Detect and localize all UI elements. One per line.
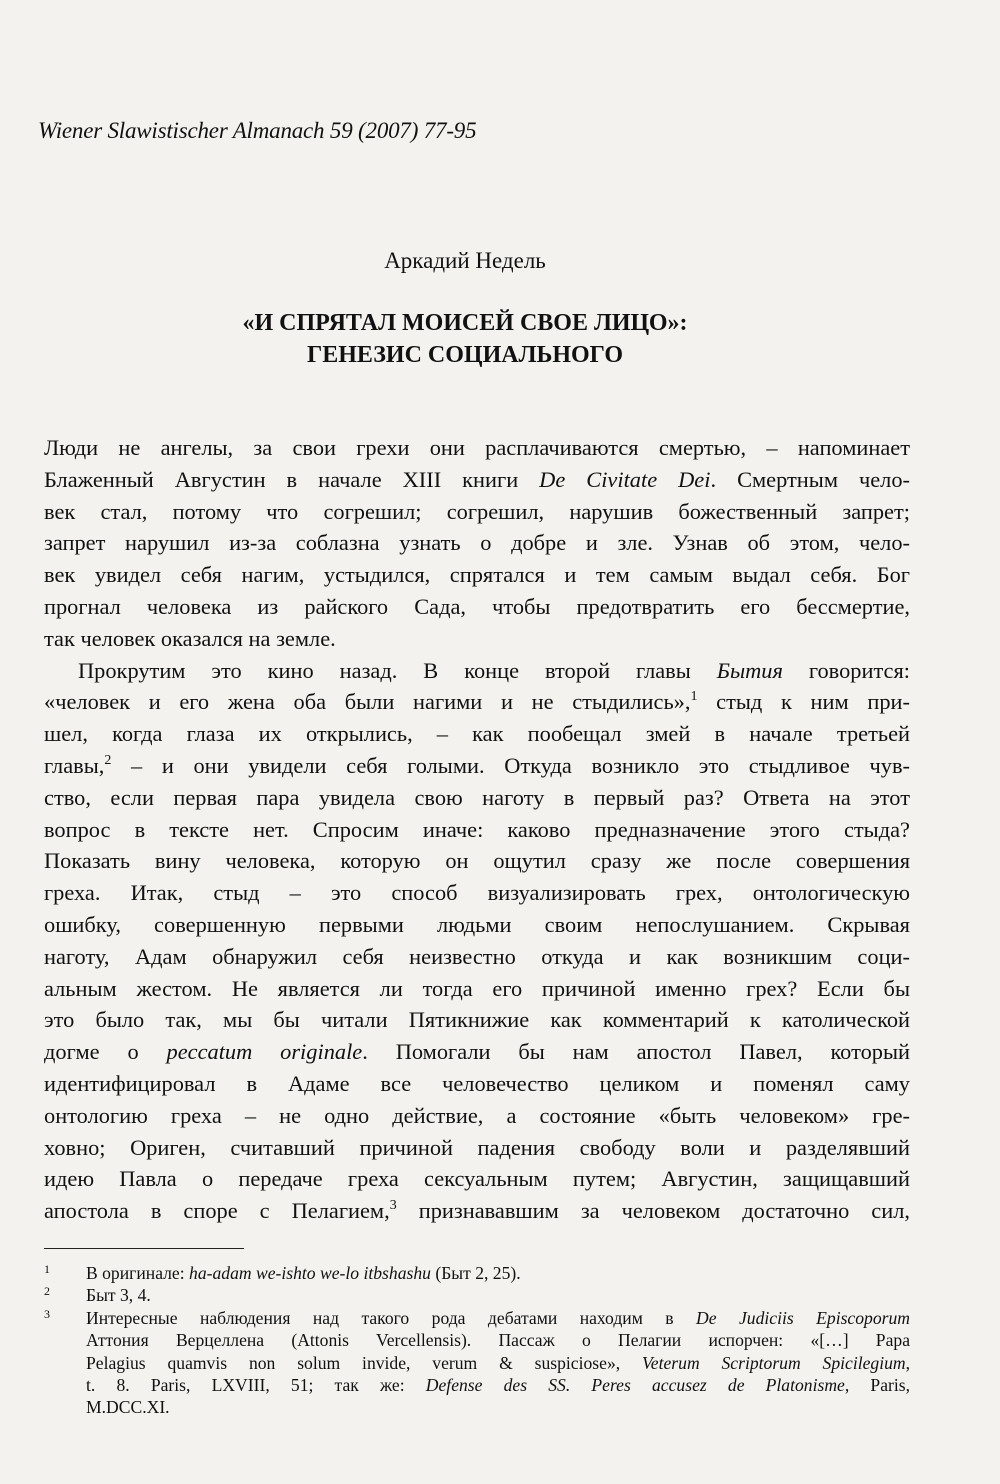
text-run: . Помогали бы нам апостол Павел, который — [362, 1039, 910, 1065]
text-run: догме о — [44, 1039, 167, 1065]
text-run: , — [905, 1352, 910, 1373]
text-line — [44, 464, 910, 496]
text-run: Блаженный Августин в начале XIII книги — [44, 466, 540, 492]
footnote-line: Быт 3, 4. — [86, 1285, 151, 1306]
title-line: ГЕНЕЗИС СОЦИАЛЬНОГО — [306, 342, 623, 368]
footnote-line: Аттония Верцеллена (Attonis Vercellensis). Пассаж о Пелагии испорчен: «[…] Papa — [86, 1330, 910, 1351]
text-run: Pelagius quamvis non solum invide, verum & suspiciose», — [86, 1352, 642, 1373]
text-line — [44, 1036, 910, 1068]
article-body — [44, 432, 910, 1227]
text-line — [44, 1195, 910, 1227]
text-run: , Paris, — [844, 1375, 911, 1396]
text-run: . Смертным чело- — [710, 466, 911, 492]
text-run: говорится: — [782, 657, 910, 683]
text-line: онтологию греха – не одно действие, а состояние «быть человеком» гре- — [44, 1102, 910, 1128]
text-line: так человек оказался на земле. — [44, 625, 336, 651]
italic-title: De Civitate Dei — [539, 466, 711, 492]
paragraph-2 — [44, 655, 910, 1227]
text-run: – и они увидели себя голыми. Откуда возникло это стыдливое чув- — [111, 752, 910, 778]
text-line: наготу, Адам обнаружил себя неизвестно откуда и как возникшим соци- — [44, 943, 910, 969]
text-run: апостола в споре с Пелагием, — [44, 1198, 390, 1224]
text-line: Люди не ангелы, за свои грехи они расплачиваются смертью, – напоминает — [44, 435, 910, 460]
text-line: запрет нарушил из-за соблазна узнать о добре и зле. Узнав об этом, чело- — [44, 530, 910, 556]
text-line: вопрос в тексте нет. Спросим иначе: каково предназначение этого стыда? — [44, 816, 910, 842]
text-run: «человек и его жена оба были нагими и не стыдились», — [44, 689, 691, 715]
footnote-ref[interactable]: 1 — [690, 689, 698, 705]
footnote-number: 3 — [44, 1306, 50, 1321]
text-run: признававшим за человеком достаточно сил, — [396, 1198, 910, 1224]
text-line: шел, когда глаза их открылись, – как пообещал змей в начале третьей — [44, 721, 910, 747]
footnote-ref[interactable]: 3 — [389, 1198, 397, 1214]
footnote-line: M.DCC.XI. — [86, 1397, 170, 1418]
text-line: идею Павла о передаче греха сексуальным путем; Августин, защищавший — [44, 1166, 910, 1192]
text-line: ховно; Ориген, считавший причиной падения свободу воли и разделявший — [44, 1134, 910, 1160]
italic-title: Бытия — [716, 657, 783, 683]
text-run: t. 8. Paris, LXVIII, 51; так же: — [86, 1375, 426, 1396]
text-line: идентифицировал в Адаме все человечество целиком и поменял саму — [44, 1070, 910, 1096]
italic-title: Defense des SS. Peres accusez de Platonisme — [425, 1375, 845, 1396]
paragraph-1 — [44, 432, 910, 655]
author-name: Аркадий Недель — [384, 248, 546, 273]
text-line: альным жестом. Не является ли тогда его причиной именно грех? Если бы — [44, 975, 910, 1001]
footnote-3 — [44, 1307, 910, 1419]
footnote-line — [86, 1352, 910, 1374]
footnote-1 — [44, 1262, 910, 1284]
text-line: Показать вину человека, которую он ощутил сразу же после совершения — [44, 848, 910, 874]
italic-term: peccatum originale — [166, 1039, 363, 1065]
text-line: ошибку, совершенную первыми людьми своим непослушанием. Скрывая — [44, 911, 910, 937]
text-line — [44, 750, 910, 782]
text-run: Интересные наблюдения над такого рода дебатами находим в — [86, 1307, 697, 1328]
italic-title: De Judiciis Episcoporum — [696, 1307, 910, 1328]
text-line: это было так, мы бы читали Пятикнижие как комментарий к католической — [44, 1007, 910, 1033]
text-run: Прокрутим это кино назад. В конце второй главы — [78, 657, 717, 683]
footnote-separator — [44, 1248, 244, 1249]
text-run: главы, — [44, 752, 105, 778]
footnote-2 — [44, 1284, 910, 1306]
text-run: В оригинале: — [86, 1263, 190, 1283]
footnote-ref[interactable]: 2 — [104, 752, 112, 768]
text-line: век стал, потому что согрешил; согрешил, нарушив божественный запрет; — [44, 498, 910, 524]
text-line: ство, если первая пара увидела свою наготу в первый раз? Ответа на этот — [44, 784, 910, 810]
footnotes — [44, 1262, 910, 1419]
text-line: век увидел себя нагим, устыдился, спрятался и тем самым выдал себя. Бог — [44, 562, 910, 588]
text-line — [44, 686, 910, 718]
text-line: греха. Итак, стыд – это способ визуализировать грех, онтологическую — [44, 880, 910, 906]
text-run: стыд к ним при- — [697, 689, 910, 715]
article-title — [0, 307, 930, 371]
text-line — [44, 655, 910, 687]
footnote-line — [86, 1262, 910, 1284]
italic-title: Veterum Scriptorum Spicilegium — [642, 1352, 906, 1373]
footnote-number: 1 — [44, 1262, 50, 1276]
italic-phrase: ha-adam we-ishto we-lo itbshashu — [189, 1263, 431, 1283]
footnote-line — [86, 1374, 910, 1396]
footnote-number: 2 — [44, 1284, 50, 1299]
text-run: (Быт 2, 25). — [430, 1263, 521, 1283]
title-line: «И СПРЯТАЛ МОИСЕЙ СВОЕ ЛИЦО»: — [242, 310, 688, 336]
journal-citation: Wiener Slawistischer Almanach 59 (2007) 77-95 — [38, 118, 477, 143]
footnote-line — [86, 1307, 910, 1329]
text-line: прогнал человека из райского Сада, чтобы предотвратить его бессмертие, — [44, 593, 910, 619]
